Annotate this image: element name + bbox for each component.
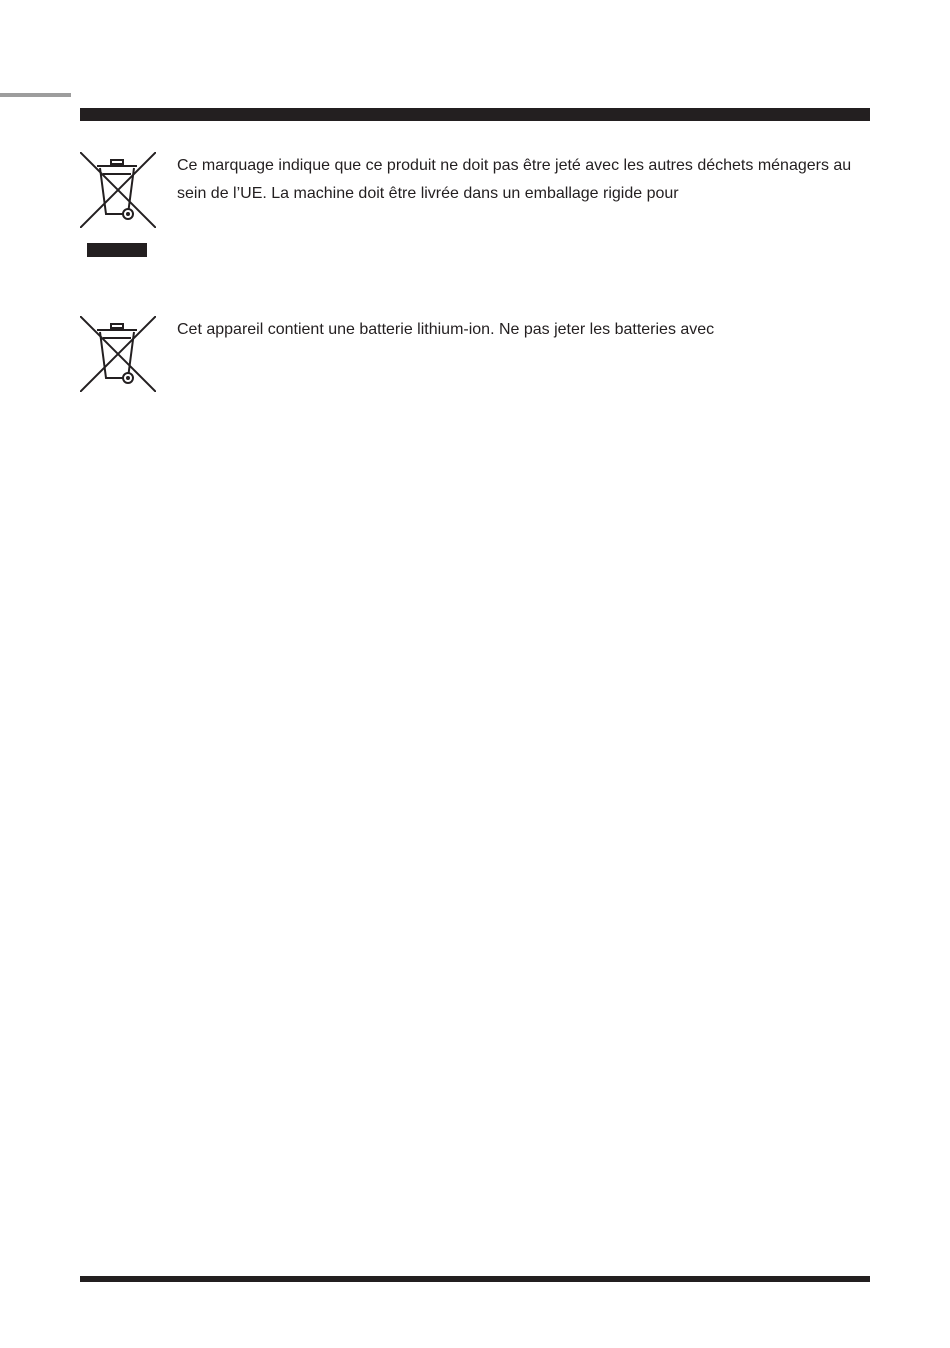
weee-underline-bar (87, 243, 147, 257)
battery-notice (80, 316, 870, 392)
battery-notice-text: Cet appareil contient une batterie lithium-ion. Ne pas jeter les batteries avec (177, 321, 715, 338)
crossed-out-wheelie-bin-icon (80, 152, 156, 228)
footer-rule (80, 1276, 870, 1282)
crossed-out-wheelie-bin-icon (80, 316, 156, 392)
header-rule (80, 108, 870, 121)
page-corner-tab (0, 93, 71, 97)
weee-notice (80, 152, 870, 262)
weee-notice-text: Ce marquage indique que ce produit ne doit pas être jeté avec les autres déchets ménagers au sein de l’UE. La machine doit être livrée dans un emballage rigide pour (177, 157, 852, 202)
